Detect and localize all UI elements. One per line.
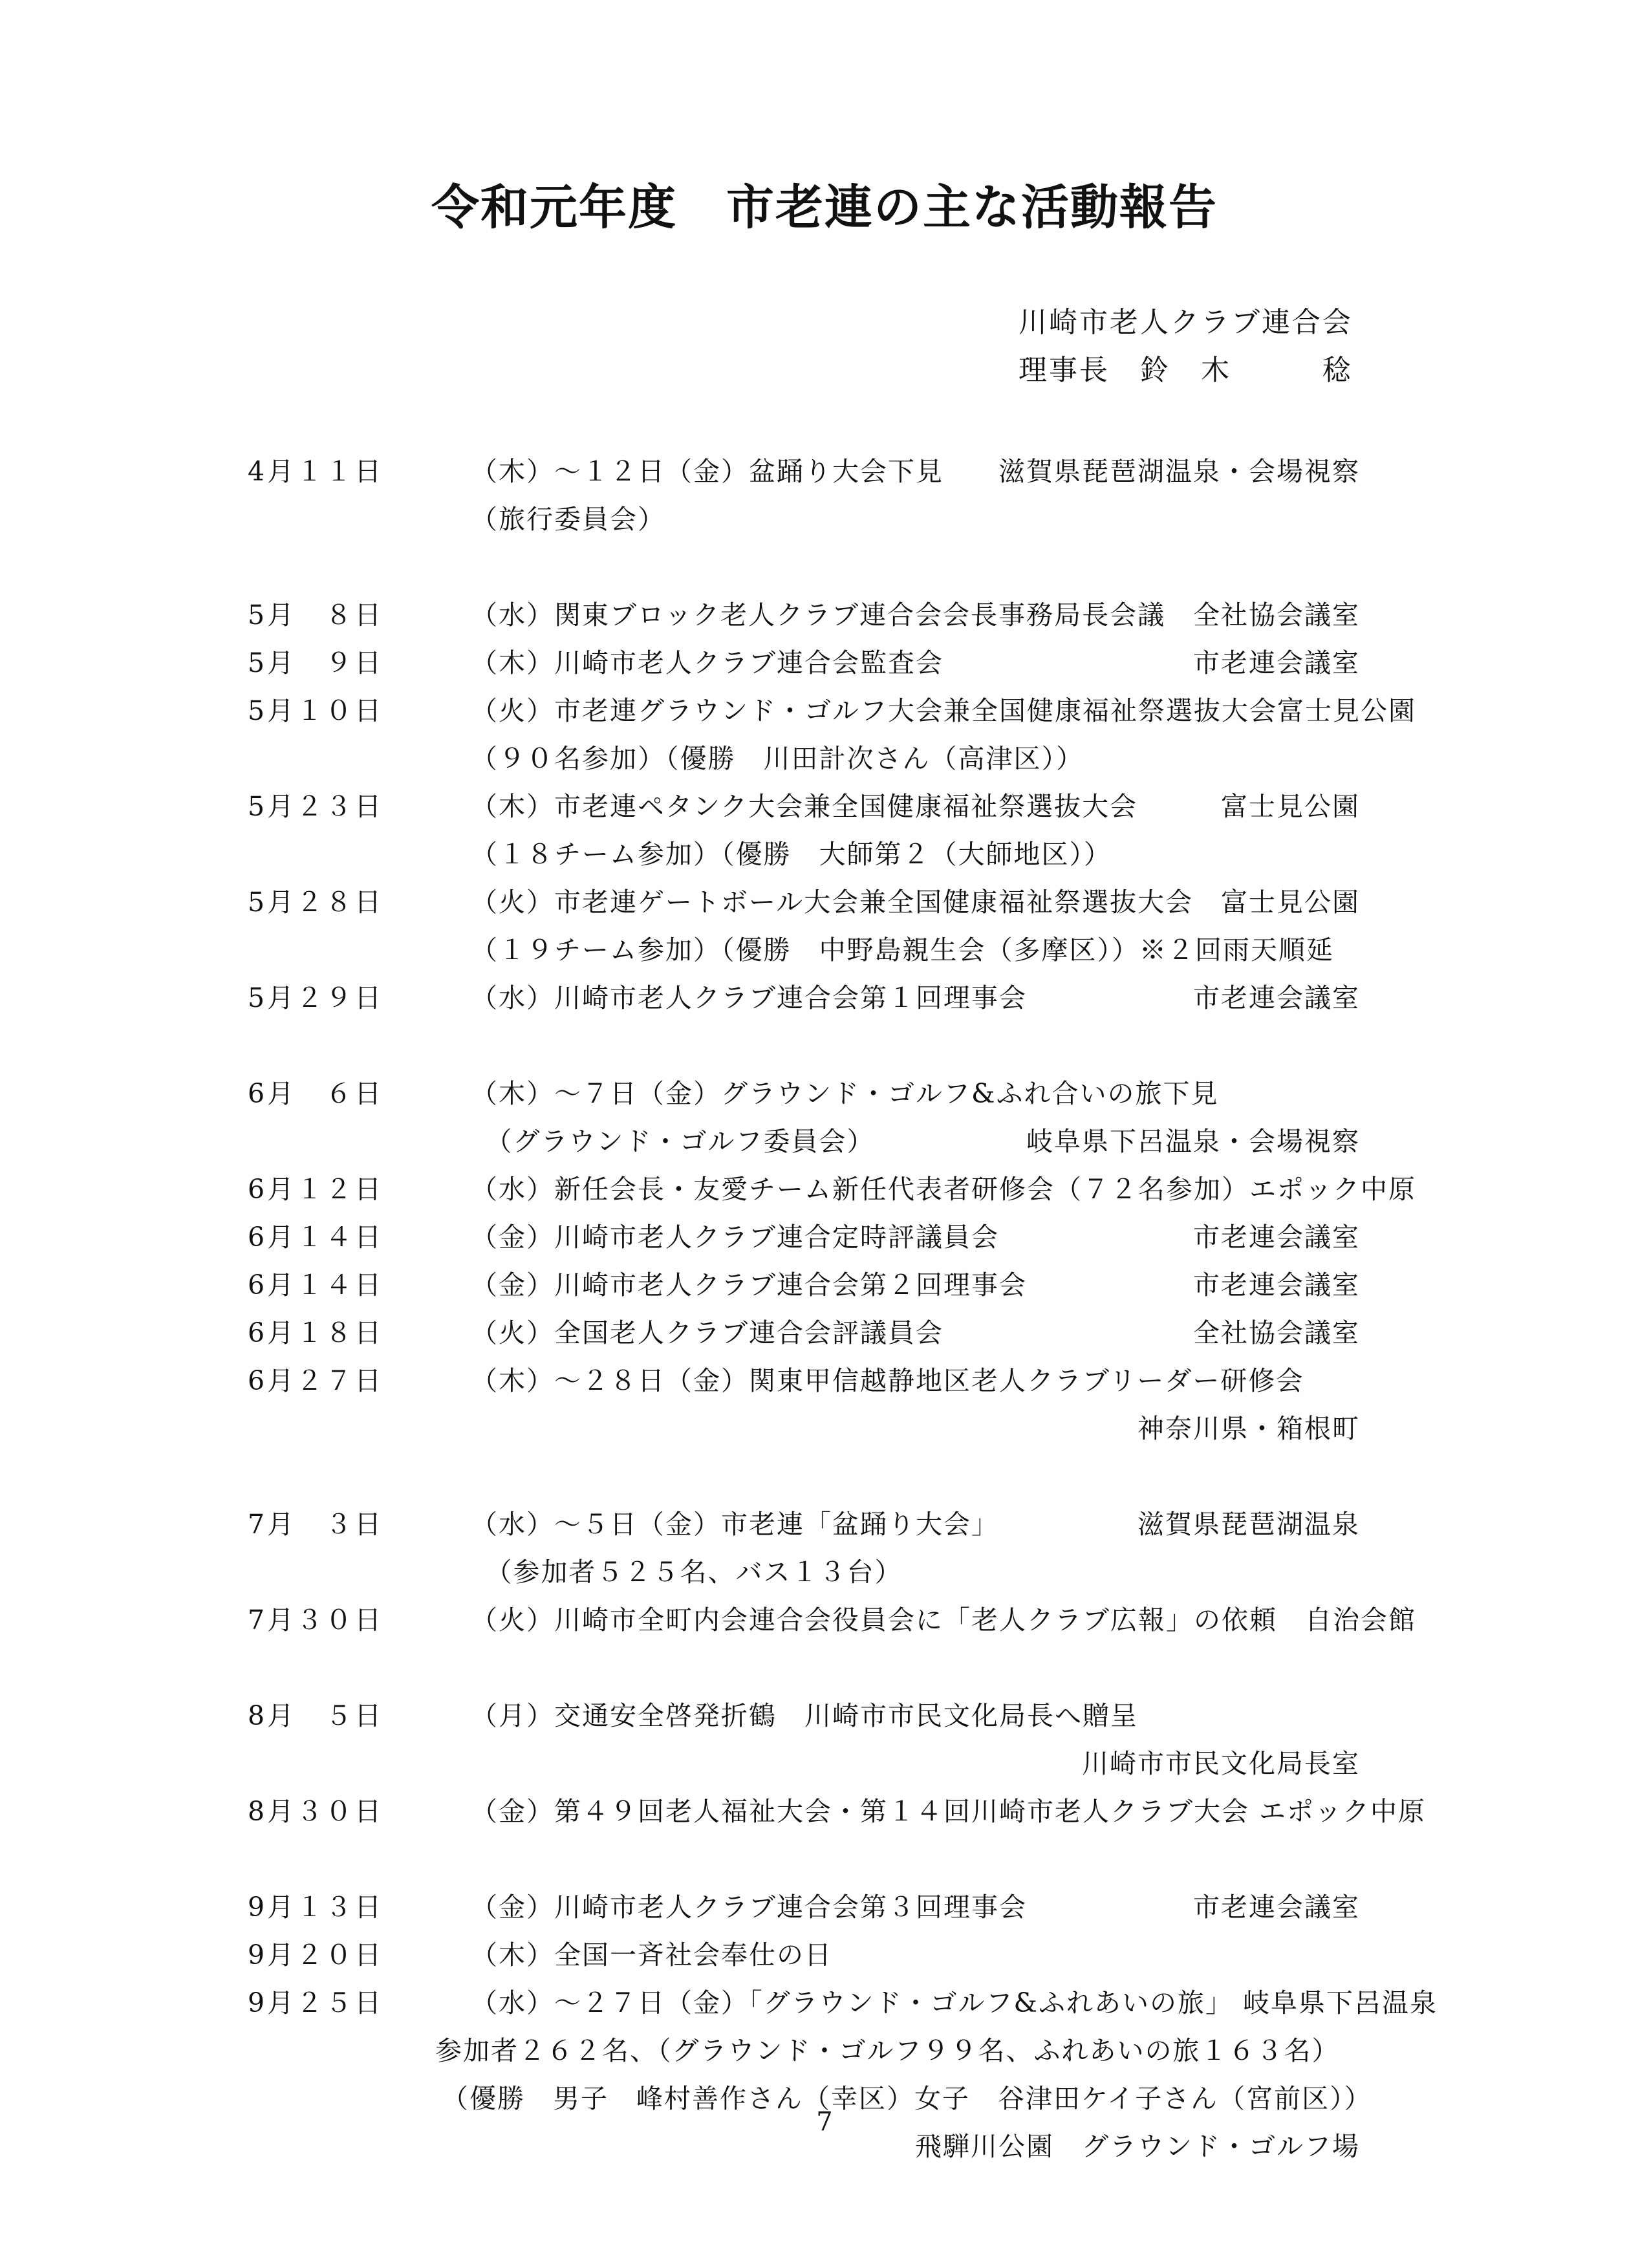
entry-description: （１８チーム参加）（優勝 大師第２（大師地区））: [471, 839, 1112, 870]
entry-date: 9月２５日: [248, 1987, 384, 2018]
entry-description: （金）第４９回老人福祉大会・第１４回川崎市老人クラブ大会 エポック中原: [471, 1796, 1427, 1827]
entry-description: （参加者５２５名、バス１３台）: [471, 1557, 903, 1588]
activity-entry: [248, 735, 1360, 783]
activity-entry: [248, 448, 1360, 495]
entry-description: （火）市老連グラウンド・ゴルフ大会兼全国健康福祉祭選抜大会富士見公園: [471, 695, 1416, 726]
entry-description: （優勝 男子 峰村善作さん（幸区）女子 谷津田ケイ子さん（宮前区））: [442, 2083, 1372, 2114]
activity-entry: [248, 1596, 1416, 1644]
entry-description: （火）全国老人クラブ連合会評議員会: [471, 1317, 943, 1348]
entry-date: 6月２７日: [248, 1365, 384, 1396]
entry-location: 富士見公園: [1221, 791, 1360, 822]
entry-date: 6月 ６日: [248, 1078, 384, 1109]
entry-description: （木）市老連ペタンク大会兼全国健康福祉祭選抜大会: [471, 791, 1138, 822]
entry-description: （金）川崎市老人クラブ連合定時評議員会: [471, 1222, 999, 1253]
activity-entry: [248, 878, 1360, 926]
entry-location: 全社協会議室: [1193, 1317, 1360, 1348]
entry-description: （水）関東ブロック老人クラブ連合会会長事務局長会議: [471, 599, 1166, 631]
entry-location: 岐阜県下呂温泉・会場視察: [1026, 1126, 1360, 1157]
entry-date: 7月３０日: [248, 1604, 384, 1636]
activity-entry: [248, 1883, 1360, 1931]
entry-date: 9月２０日: [248, 1939, 384, 1971]
activity-entry: [248, 687, 1416, 735]
entry-date: 6月１８日: [248, 1317, 384, 1348]
activity-entry: [248, 1165, 1416, 1213]
document-title: 令和元年度 市老連の主な活動報告: [431, 180, 1218, 235]
entry-date: 6月１４日: [248, 1222, 384, 1253]
entry-description: （水）～２７日（金）「グラウンド・ゴルフ&ふれあいの旅」 岐阜県下呂温泉: [471, 1987, 1438, 2018]
entry-date: 9月１３日: [248, 1892, 384, 1923]
activity-entry: [248, 783, 1360, 830]
activity-entry: [248, 495, 1360, 543]
entry-date: 5月２８日: [248, 887, 384, 918]
activity-entry: [248, 2027, 1360, 2075]
entry-date: 4月１１日: [248, 456, 384, 487]
entry-description: （火）川崎市全町内会連合会役員会に「老人クラブ広報」の依頼 自治会館: [471, 1604, 1416, 1636]
entry-description: （木）～１２日（金）盆踊り大会下見: [471, 456, 943, 487]
entry-date: 5月１０日: [248, 695, 384, 726]
entry-location: 市老連会議室: [1193, 1222, 1360, 1253]
entry-location: 滋賀県琵琶湖温泉: [1137, 1509, 1360, 1540]
activity-entry: [248, 1787, 1427, 1835]
entry-description: （水）新任会長・友愛チーム新任代表者研修会（７２名参加）エポック中原: [471, 1174, 1416, 1205]
activity-entry: [248, 1309, 1360, 1357]
entry-date: 5月 ８日: [248, 599, 384, 631]
activity-entry: [248, 1118, 1360, 1165]
entry-date: 8月 ５日: [248, 1700, 384, 1731]
entry-location: 川崎市市民文化局長室: [1082, 1748, 1360, 1779]
activity-entry: [248, 1931, 1360, 1979]
chair-name: 理事長 鈴 木 稔: [1018, 354, 1353, 387]
activity-entry: [248, 974, 1360, 1022]
entry-location: 市老連会議室: [1193, 1269, 1360, 1301]
entry-date: 8月３０日: [248, 1796, 384, 1827]
section-gap: [248, 1644, 1360, 1692]
activity-list: [248, 448, 1438, 2170]
entry-date: 6月１４日: [248, 1269, 384, 1301]
entry-location: 市老連会議室: [1193, 647, 1360, 678]
activity-entry: [248, 1213, 1360, 1261]
entry-location: 神奈川県・箱根町: [1137, 1413, 1360, 1444]
entry-description: （木）～７日（金）グラウンド・ゴルフ&ふれ合いの旅下見: [471, 1078, 1219, 1109]
entry-location: 富士見公園: [1221, 887, 1360, 918]
entry-description: （旅行委員会）: [471, 504, 665, 535]
entry-description: （木）全国一斉社会奉仕の日: [471, 1939, 832, 1971]
entry-date: 6月１２日: [248, 1174, 384, 1205]
activity-entry: [248, 1357, 1360, 1405]
activity-entry: [248, 1979, 1438, 2027]
entry-date: 7月 ３日: [248, 1509, 384, 1540]
section-gap: [248, 543, 1360, 591]
activity-entry: [248, 1548, 1360, 1596]
entry-location: 飛騨川公園 グラウンド・ゴルフ場: [915, 2131, 1360, 2162]
entry-date: 5月 ９日: [248, 647, 384, 678]
activity-entry: [248, 639, 1360, 687]
entry-description: （水）～５日（金）市老連「盆踊り大会」: [471, 1509, 999, 1540]
activity-entry: [248, 1261, 1360, 1309]
entry-description: （１９チーム参加）（優勝 中野島親生会（多摩区））※２回雨天順延: [471, 934, 1334, 966]
section-gap: [248, 1835, 1360, 1883]
entry-date: 5月２３日: [248, 791, 384, 822]
activity-entry: [248, 1070, 1360, 1118]
entry-description: （木）川崎市老人クラブ連合会監査会: [471, 647, 943, 678]
entry-location: 全社協会議室: [1193, 599, 1360, 631]
entry-description: （金）川崎市老人クラブ連合会第３回理事会: [471, 1892, 1027, 1923]
entry-description: （金）川崎市老人クラブ連合会第２回理事会: [471, 1269, 1027, 1301]
entry-location: 滋賀県琵琶湖温泉・会場視察: [998, 456, 1360, 487]
activity-entry: [248, 1692, 1360, 1740]
section-gap: [248, 1453, 1360, 1500]
organization-name: 川崎市老人クラブ連合会: [1018, 306, 1353, 339]
entry-description: （月）交通安全啓発折鶴 川崎市市民文化局長へ贈呈: [471, 1700, 1138, 1731]
entry-location: 市老連会議室: [1193, 1892, 1360, 1923]
activity-entry: [248, 1405, 1360, 1453]
activity-entry: [248, 1500, 1360, 1548]
entry-description: （９０名参加）（優勝 川田計次さん（高津区））: [471, 743, 1084, 774]
entry-description: 参加者２６２名、（グラウンド・ゴルフ９９名、ふれあいの旅１６３名）: [435, 2035, 1340, 2066]
entry-description: （グラウンド・ゴルフ委員会）: [471, 1126, 875, 1157]
activity-entry: [248, 1740, 1360, 1787]
activity-entry: [248, 591, 1360, 639]
page-number: 7: [816, 2107, 833, 2137]
entry-date: 5月２９日: [248, 982, 384, 1013]
activity-entry: [248, 926, 1360, 974]
entry-location: 市老連会議室: [1193, 982, 1360, 1013]
entry-description: （火）市老連ゲートボール大会兼全国健康福祉祭選抜大会: [471, 887, 1194, 918]
entry-description: （木）～２８日（金）関東甲信越静地区老人クラブリーダー研修会: [471, 1365, 1304, 1396]
section-gap: [248, 1022, 1360, 1070]
activity-entry: [248, 830, 1360, 878]
entry-description: （水）川崎市老人クラブ連合会第１回理事会: [471, 982, 1027, 1013]
